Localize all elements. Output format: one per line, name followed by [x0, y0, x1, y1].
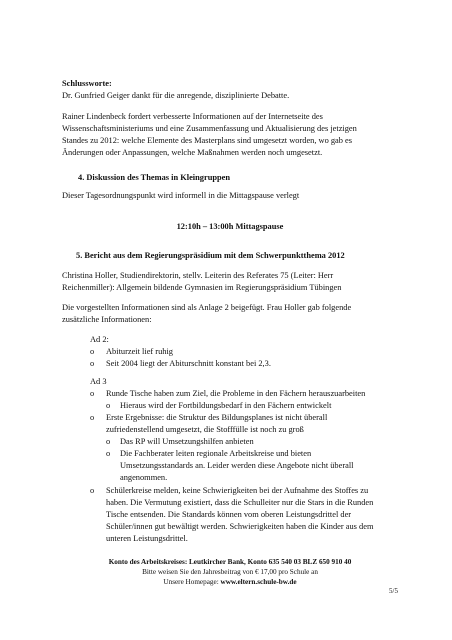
list-item: Abiturzeit lief ruhig: [106, 347, 173, 356]
intro-line: Die vorgestellten Informationen sind als Anlage 2 beigefügt. Frau Holler gab folgende: [62, 303, 352, 312]
square-bullet-icon: o: [106, 437, 111, 446]
sub-list-item-line: Umsetzungsstandards an. Leider werden diese Angebote nicht überall: [120, 461, 354, 470]
list-item: Seit 2004 liegt der Abiturschnitt konstant bei 2,3.: [106, 359, 271, 368]
list-item-line: haben. Die Vermutung existiert, dass die Schulleiter nur die Stars in die Runden: [106, 498, 374, 507]
paragraph-line: Standes zu 2012: welche Elemente des Masterplans sind umgesetzt worden, wo gab es: [62, 136, 353, 145]
ad3-label: Ad 3: [90, 377, 107, 386]
closing-section: [62, 78, 398, 102]
speaker-info: [62, 270, 398, 294]
page-number: 5/5: [389, 587, 398, 595]
list-item-line: Tische entsenden. Die Standards können vom oberen Leistungsdrittel der: [106, 510, 352, 519]
square-bullet-icon: o: [106, 449, 111, 458]
circle-bullet-icon: o: [90, 413, 95, 422]
circle-bullet-icon: o: [90, 347, 95, 356]
section-4-heading: 4. Diskussion des Themas in Kleingruppen: [78, 173, 231, 182]
section-4-text: Dieser Tagesordnungspunkt wird informell in die Mittagspause verlegt: [62, 191, 300, 200]
list-item-line: unteren Leistungsdrittel.: [106, 534, 188, 543]
circle-bullet-icon: o: [90, 389, 95, 398]
lunch-break: 12:10h – 13:00h Mittagspause: [176, 222, 284, 231]
paragraph-line: Rainer Lindenbeck fordert verbesserte Informationen auf der Internetseite des: [62, 112, 323, 121]
paragraph-line: Änderungen oder Anpassungen, welche Maßnahmen werden noch umgesetzt.: [62, 148, 323, 157]
sub-list-item-line: angenommen.: [120, 473, 168, 482]
intro-paragraph: [62, 302, 398, 326]
list-item-line: Schüler/innen gut bewältigt werden. Schwierigkeiten haben die Kinder aus dem: [106, 522, 374, 531]
sub-list-item: Hieraus wird der Fortbildungsbedarf in den Fächern entwickelt: [120, 401, 332, 410]
list-item: Runde Tische haben zum Ziel, die Probleme in den Fächern herauszuarbeiten: [106, 389, 366, 398]
circle-bullet-icon: o: [90, 486, 95, 495]
sub-list-item: Das RP will Umsetzungshilfen anbieten: [120, 437, 254, 446]
intro-line: zusätzliche Informationen:: [62, 315, 152, 324]
list-item-line: Erste Ergebnisse: die Struktur des Bildungsplanes ist nicht überall: [106, 413, 328, 422]
speaker-line: Reichenmiller): Allgemein bildende Gymnasien im Regierungspräsidium Tübingen: [62, 283, 342, 292]
footer-bank: Konto des Arbeitskreises: Leutkircher Bank, Konto 635 540 03 BLZ 650 910 40: [108, 558, 352, 566]
footer-fee: Bitte weisen Sie den Jahresbeitrag von € 17,00 pro Schule an: [142, 568, 318, 576]
square-bullet-icon: o: [106, 401, 111, 410]
section-5-heading: 5. Bericht aus dem Regierungspräsidium mit dem Schwerpunktthema 2012: [76, 251, 345, 260]
speaker-line: Christina Holler, Studiendirektorin, stellv. Leiterin des Referates 75 (Leiter: Herr: [62, 271, 334, 280]
closing-heading: Schlussworte:: [62, 79, 112, 88]
sub-list-item-line: Die Fachberater leiten regionale Arbeitskreise und bieten: [120, 449, 312, 458]
list-item-line: zufriedenstellend umgesetzt, die Stofffülle ist noch zu groß: [106, 425, 304, 434]
lindenbeck-paragraph: [62, 111, 398, 159]
paragraph-line: Wissenschaftsministeriums und eine Zusammenfassung und Aktualisierung des jetzigen: [62, 124, 357, 133]
circle-bullet-icon: o: [90, 359, 95, 368]
homepage-label: Unsere Homepage:: [163, 578, 221, 586]
closing-text: Dr. Gunfried Geiger dankt für die anregende, disziplinierte Debatte.: [62, 91, 290, 100]
homepage-link[interactable]: www.eltern.schule-bw.de: [220, 578, 297, 586]
footer-homepage: [40, 577, 420, 587]
list-item-line: Schülerkreise melden, keine Schwierigkeiten bei der Aufnahme des Stoffes zu: [106, 486, 369, 495]
ad2-label: Ad 2:: [90, 335, 109, 344]
